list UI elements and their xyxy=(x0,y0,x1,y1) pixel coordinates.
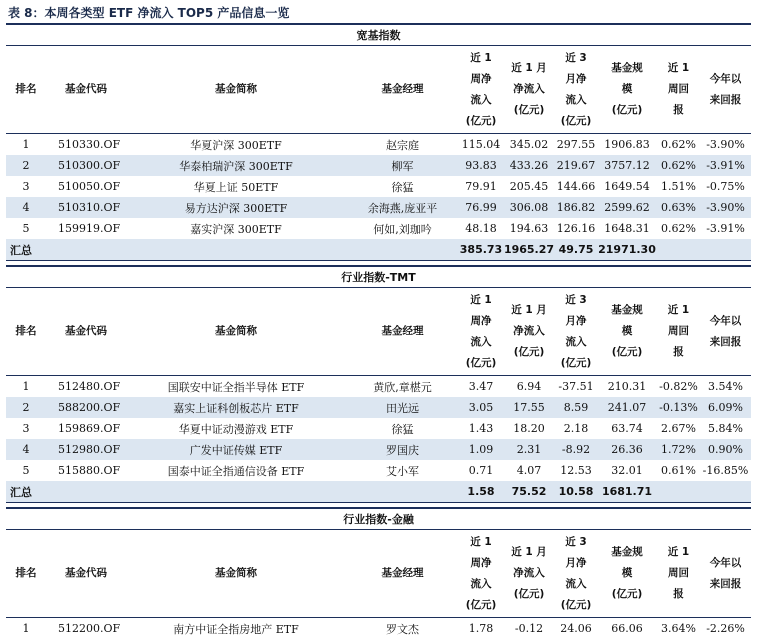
cell-scale: 63.74 xyxy=(597,418,657,439)
cell-3m-inflow: 24.06 xyxy=(555,618,597,639)
cell-3m-inflow: 297.55 xyxy=(555,134,597,156)
summary-scale: 21971.30 xyxy=(597,239,657,261)
cell-name: 国泰中证全指通信设备 ETF xyxy=(126,460,346,481)
col-1m-inflow: 近 1 月 净流入 (亿元) xyxy=(503,288,555,376)
section-table-broad xyxy=(6,23,751,261)
summary-label: 汇总 xyxy=(6,481,459,503)
cell-1w-return: 0.62% xyxy=(657,155,700,176)
summary-1m-inflow: 75.52 xyxy=(503,481,555,503)
summary-3m-inflow: 49.75 xyxy=(555,239,597,261)
table-row xyxy=(6,460,751,481)
cell-1w-inflow: 3.47 xyxy=(459,376,503,398)
table-caption: 表 8：本周各类型 ETF 净流入 TOP5 产品信息一览 xyxy=(8,4,289,21)
cell-rank: 4 xyxy=(6,439,46,460)
col-3m-inflow: 近 3 月净 流入 (亿元) xyxy=(555,46,597,134)
cell-1m-inflow: 345.02 xyxy=(503,134,555,156)
cell-scale: 1649.54 xyxy=(597,176,657,197)
cell-3m-inflow: -37.51 xyxy=(555,376,597,398)
cell-ytd: -16.85% xyxy=(700,460,751,481)
cell-1w-return: 0.63% xyxy=(657,197,700,218)
cell-1w-inflow: 115.04 xyxy=(459,134,503,156)
cell-rank: 5 xyxy=(6,218,46,239)
cell-ytd: -3.90% xyxy=(700,134,751,156)
cell-1m-inflow: 6.94 xyxy=(503,376,555,398)
table-row xyxy=(6,197,751,218)
cell-code: 159869.OF xyxy=(46,418,126,439)
cell-3m-inflow: 219.67 xyxy=(555,155,597,176)
cell-scale: 241.07 xyxy=(597,397,657,418)
table-row xyxy=(6,134,751,156)
col-1w-return: 近 1 周回 报 xyxy=(657,288,700,376)
cell-name: 南方中证全指房地产 ETF xyxy=(126,618,346,639)
cell-name: 华泰柏瑞沪深 300ETF xyxy=(126,155,346,176)
table-row xyxy=(6,439,751,460)
col-1m-inflow: 近 1 月 净流入 (亿元) xyxy=(503,46,555,134)
cell-1m-inflow: -0.12 xyxy=(503,618,555,639)
cell-name: 华夏中证动漫游戏 ETF xyxy=(126,418,346,439)
section-title: 行业指数-金融 xyxy=(6,508,751,530)
cell-1m-inflow: 17.55 xyxy=(503,397,555,418)
cell-3m-inflow: 8.59 xyxy=(555,397,597,418)
cell-1w-inflow: 0.71 xyxy=(459,460,503,481)
table-row xyxy=(6,155,751,176)
cell-name: 广发中证传媒 ETF xyxy=(126,439,346,460)
table-row xyxy=(6,376,751,398)
cell-1w-inflow: 79.91 xyxy=(459,176,503,197)
cell-scale: 66.06 xyxy=(597,618,657,639)
col-ytd: 今年以 来回报 xyxy=(700,46,751,134)
cell-1m-inflow: 4.07 xyxy=(503,460,555,481)
cell-scale: 1906.83 xyxy=(597,134,657,156)
summary-1m-inflow: 1965.27 xyxy=(503,239,555,261)
cell-code: 159919.OF xyxy=(46,218,126,239)
col-name: 基金简称 xyxy=(126,288,346,376)
cell-1w-return: 0.62% xyxy=(657,218,700,239)
cell-1w-return: -0.82% xyxy=(657,376,700,398)
section-title: 行业指数-TMT xyxy=(6,266,751,288)
section-title: 宽基指数 xyxy=(6,24,751,46)
cell-code: 510050.OF xyxy=(46,176,126,197)
cell-1w-inflow: 76.99 xyxy=(459,197,503,218)
cell-manager: 徐猛 xyxy=(346,418,459,439)
col-rank: 排名 xyxy=(6,288,46,376)
col-ytd: 今年以 来回报 xyxy=(700,530,751,618)
cell-rank: 1 xyxy=(6,134,46,156)
cell-manager: 赵宗庭 xyxy=(346,134,459,156)
cell-ytd: -3.91% xyxy=(700,218,751,239)
cell-manager: 何如,刘珈吟 xyxy=(346,218,459,239)
cell-scale: 3757.12 xyxy=(597,155,657,176)
cell-1w-inflow: 1.09 xyxy=(459,439,503,460)
cell-code: 588200.OF xyxy=(46,397,126,418)
cell-manager: 柳军 xyxy=(346,155,459,176)
cell-ytd: 3.54% xyxy=(700,376,751,398)
summary-1w-inflow: 385.73 xyxy=(459,239,503,261)
table-row xyxy=(6,218,751,239)
cell-1m-inflow: 433.26 xyxy=(503,155,555,176)
section-table-tmt xyxy=(6,265,751,503)
summary-3m-inflow: 10.58 xyxy=(555,481,597,503)
cell-rank: 2 xyxy=(6,155,46,176)
cell-ytd: 6.09% xyxy=(700,397,751,418)
cell-ytd: -3.90% xyxy=(700,197,751,218)
cell-manager: 田光远 xyxy=(346,397,459,418)
table-row xyxy=(6,176,751,197)
cell-3m-inflow: 12.53 xyxy=(555,460,597,481)
cell-rank: 1 xyxy=(6,376,46,398)
table-row xyxy=(6,618,751,639)
cell-name: 嘉实沪深 300ETF xyxy=(126,218,346,239)
cell-1w-return: 3.64% xyxy=(657,618,700,639)
cell-code: 512200.OF xyxy=(46,618,126,639)
cell-name: 易方达沪深 300ETF xyxy=(126,197,346,218)
summary-scale: 1681.71 xyxy=(597,481,657,503)
cell-code: 512480.OF xyxy=(46,376,126,398)
summary-empty xyxy=(657,481,751,503)
cell-ytd: -0.75% xyxy=(700,176,751,197)
cell-1w-inflow: 93.83 xyxy=(459,155,503,176)
cell-rank: 3 xyxy=(6,418,46,439)
cell-3m-inflow: -8.92 xyxy=(555,439,597,460)
summary-1w-inflow: 1.58 xyxy=(459,481,503,503)
summary-row xyxy=(6,481,751,503)
col-3m-inflow: 近 3 月净 流入 (亿元) xyxy=(555,530,597,618)
cell-code: 510330.OF xyxy=(46,134,126,156)
cell-ytd: -3.91% xyxy=(700,155,751,176)
col-code: 基金代码 xyxy=(46,46,126,134)
col-manager: 基金经理 xyxy=(346,530,459,618)
col-scale: 基金规 模 (亿元) xyxy=(597,530,657,618)
cell-1m-inflow: 306.08 xyxy=(503,197,555,218)
cell-1w-inflow: 3.05 xyxy=(459,397,503,418)
cell-name: 国联安中证全指半导体 ETF xyxy=(126,376,346,398)
col-rank: 排名 xyxy=(6,46,46,134)
cell-rank: 4 xyxy=(6,197,46,218)
cell-rank: 1 xyxy=(6,618,46,639)
summary-empty xyxy=(657,239,751,261)
cell-1m-inflow: 18.20 xyxy=(503,418,555,439)
col-manager: 基金经理 xyxy=(346,46,459,134)
cell-name: 华夏上证 50ETF xyxy=(126,176,346,197)
cell-rank: 2 xyxy=(6,397,46,418)
cell-3m-inflow: 126.16 xyxy=(555,218,597,239)
cell-scale: 2599.62 xyxy=(597,197,657,218)
cell-manager: 黄欣,章椹元 xyxy=(346,376,459,398)
cell-manager: 余海燕,庞亚平 xyxy=(346,197,459,218)
cell-1w-return: 2.67% xyxy=(657,418,700,439)
cell-1m-inflow: 205.45 xyxy=(503,176,555,197)
cell-scale: 210.31 xyxy=(597,376,657,398)
col-1w-return: 近 1 周回 报 xyxy=(657,46,700,134)
cell-1w-inflow: 1.43 xyxy=(459,418,503,439)
cell-1m-inflow: 2.31 xyxy=(503,439,555,460)
col-manager: 基金经理 xyxy=(346,288,459,376)
col-name: 基金简称 xyxy=(126,530,346,618)
cell-ytd: 0.90% xyxy=(700,439,751,460)
col-code: 基金代码 xyxy=(46,530,126,618)
cell-3m-inflow: 144.66 xyxy=(555,176,597,197)
cell-code: 510310.OF xyxy=(46,197,126,218)
summary-label: 汇总 xyxy=(6,239,459,261)
col-1w-inflow: 近 1 周净 流入 (亿元) xyxy=(459,288,503,376)
cell-1w-inflow: 48.18 xyxy=(459,218,503,239)
cell-1w-return: 0.61% xyxy=(657,460,700,481)
cell-1w-return: 0.62% xyxy=(657,134,700,156)
cell-3m-inflow: 2.18 xyxy=(555,418,597,439)
col-1w-inflow: 近 1 周净 流入 (亿元) xyxy=(459,46,503,134)
cell-1w-inflow: 1.78 xyxy=(459,618,503,639)
col-scale: 基金规 模 (亿元) xyxy=(597,46,657,134)
table-row xyxy=(6,418,751,439)
col-1w-inflow: 近 1 周净 流入 (亿元) xyxy=(459,530,503,618)
col-1m-inflow: 近 1 月 净流入 (亿元) xyxy=(503,530,555,618)
cell-ytd: 5.84% xyxy=(700,418,751,439)
cell-scale: 32.01 xyxy=(597,460,657,481)
col-ytd: 今年以 来回报 xyxy=(700,288,751,376)
cell-code: 512980.OF xyxy=(46,439,126,460)
col-code: 基金代码 xyxy=(46,288,126,376)
cell-name: 华夏沪深 300ETF xyxy=(126,134,346,156)
cell-name: 嘉实上证科创板芯片 ETF xyxy=(126,397,346,418)
cell-3m-inflow: 186.82 xyxy=(555,197,597,218)
col-1w-return: 近 1 周回 报 xyxy=(657,530,700,618)
cell-rank: 3 xyxy=(6,176,46,197)
cell-scale: 26.36 xyxy=(597,439,657,460)
cell-scale: 1648.31 xyxy=(597,218,657,239)
cell-1m-inflow: 194.63 xyxy=(503,218,555,239)
cell-1w-return: 1.72% xyxy=(657,439,700,460)
cell-1w-return: -0.13% xyxy=(657,397,700,418)
col-3m-inflow: 近 3 月净 流入 (亿元) xyxy=(555,288,597,376)
cell-manager: 罗文杰 xyxy=(346,618,459,639)
cell-code: 510300.OF xyxy=(46,155,126,176)
cell-rank: 5 xyxy=(6,460,46,481)
cell-manager: 艾小军 xyxy=(346,460,459,481)
table-row xyxy=(6,397,751,418)
col-name: 基金简称 xyxy=(126,46,346,134)
cell-manager: 罗国庆 xyxy=(346,439,459,460)
cell-manager: 徐猛 xyxy=(346,176,459,197)
cell-1w-return: 1.51% xyxy=(657,176,700,197)
section-table-finance xyxy=(6,507,751,639)
col-rank: 排名 xyxy=(6,530,46,618)
cell-code: 515880.OF xyxy=(46,460,126,481)
summary-row xyxy=(6,239,751,261)
cell-ytd: -2.26% xyxy=(700,618,751,639)
col-scale: 基金规 模 (亿元) xyxy=(597,288,657,376)
